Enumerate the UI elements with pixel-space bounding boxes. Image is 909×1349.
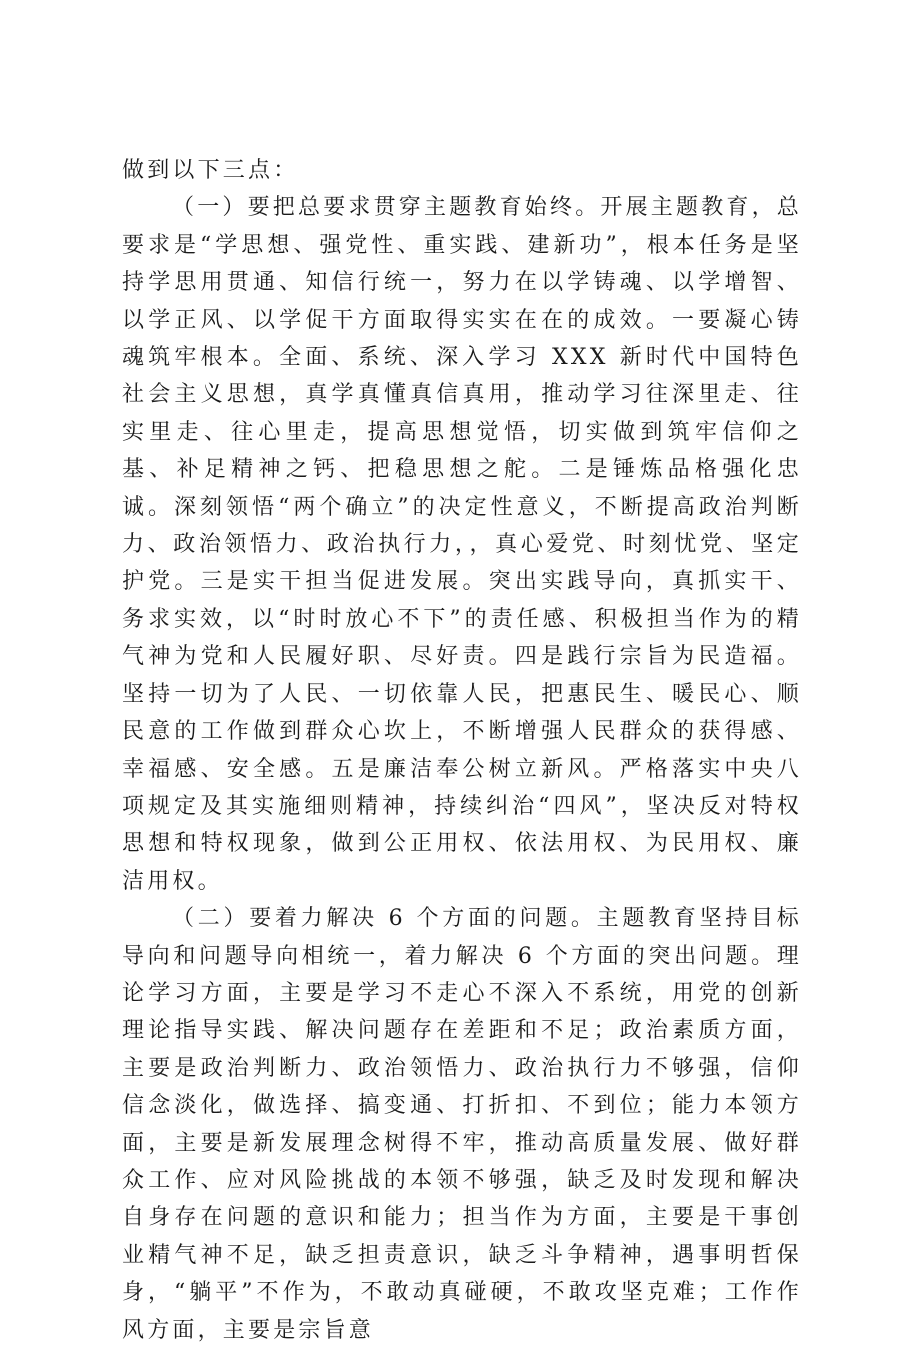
paragraph-section-one: （一）要把总要求贯穿主题教育始终。开展主题教育，总要求是“学思想、强党性、重实践、建新功”，根本任务是坚持学思用贯通、知信行统一，努力在以学铸魂、以学增智、以学正风、以学促干方面取得实实在在的成效。一要凝心铸魂筑牢根本。全面、系统、深入学习 XXX 新时代中国特色社会主义思想，真学真懂真信真用，推动学习往深里走、往实里走、往心里走，提高思想觉悟，切实做到筑牢信仰之基、补足精神之钙、把稳思想之舵。二是锤炼品格强化忠诚。深刻领悟“两个确立”的决定性意义，不断提高政治判断力、政治领悟力、政治执行力，，真心爱党、时刻忧党、坚定护党。三是实干担当促进发展。突出实践导向，真抓实干、务求实效，以“时时放心不下”的责任感、积极担当作为的精气神为党和人民履好职、尽好责。四是践行宗旨为民造福。坚持一切为了人民、一切依靠人民，把惠民生、暖民心、顺民意的工作做到群众心坎上，不断增强人民群众的获得感、幸福感、安全感。五是廉洁奉公树立新风。严格落实中央八项规定及其实施细则精神，持续纠治“四风”，坚决反对特权思想和特权现象，做到公正用权、依法用权、为民用权、廉洁用权。 bbox=[122, 195, 803, 894]
paragraph-section-two: （二）要着力解决 6 个方面的问题。主题教育坚持目标导向和问题导向相统一，着力解决 6 个方面的突出问题。理论学习方面，主要是学习不走心不深入不系统，用党的创新理论指导实践、解决问题存在差距和不足；政治素质方面，主要是政治判断力、政治领悟力、政治执行力不够强，信仰信念淡化，做选择、搞变通、打折扣、不到位；能力本领方面，主要是新发展理念树得不牢，推动高质量发展、做好群众工作、应对风险挑战的本领不够强，缺乏及时发现和解决自身存在问题的意识和能力；担当作为方面，主要是干事创业精气神不足，缺乏担责意识，缺乏斗争精神，遇事明哲保身，“躺平”不作为，不敢动真碰硬，不敢攻坚克难；工作作风方面，主要是宗旨意 bbox=[122, 906, 802, 1343]
document-page bbox=[122, 152, 802, 1349]
paragraph-intro: 做到以下三点： bbox=[122, 158, 299, 183]
